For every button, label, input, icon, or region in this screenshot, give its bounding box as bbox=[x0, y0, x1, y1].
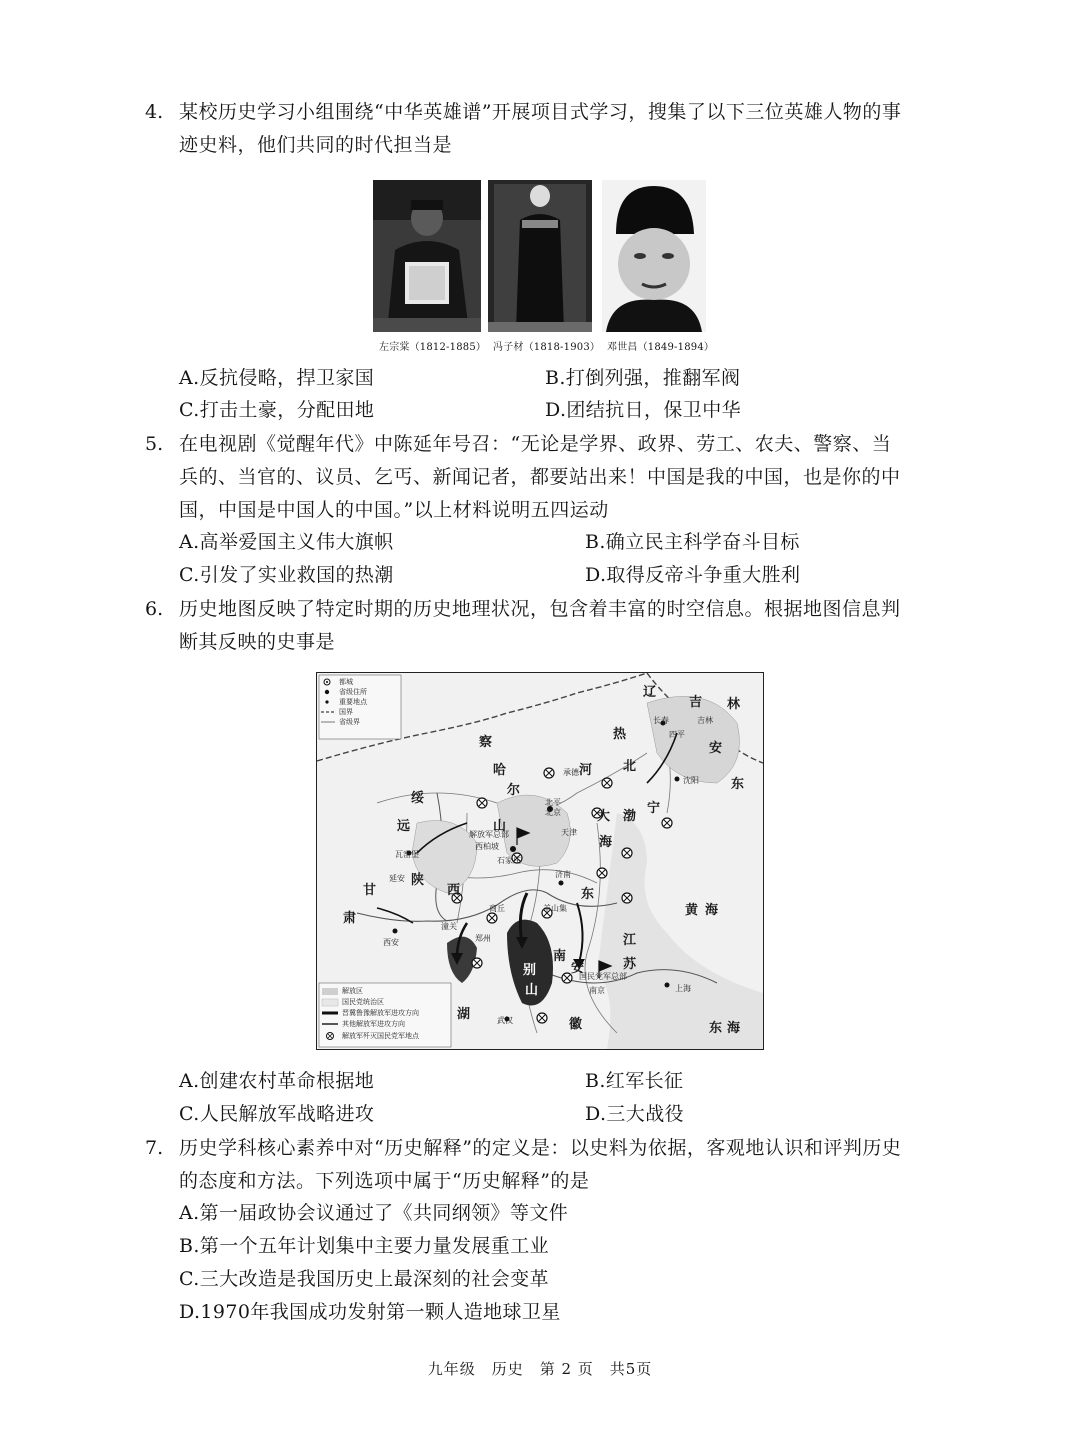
question-stem: 在电视剧《觉醒年代》中陈延年号召：“无论是学界、政界、劳工、农夫、警察、当兵的、当官的、议员、乞丐、新闻记者，都要站出来！中国是我的中国，也是你的中国，中国是中国人的中国。”以上材料说明五四运动 bbox=[179, 433, 901, 521]
map-region-label: 西 bbox=[447, 883, 461, 898]
q6-option-c[interactable]: C.人民解放军战略进攻 bbox=[179, 1103, 375, 1125]
map-place-label: 武汉 bbox=[497, 1016, 513, 1025]
map-region-label: 南 bbox=[553, 949, 567, 964]
map-place-label: 北平 bbox=[545, 798, 561, 807]
map-region-label: 远 bbox=[397, 819, 411, 834]
legend-liberated-area: 解放区 bbox=[342, 987, 363, 995]
q4-option-d[interactable]: D.团结抗日，保卫中华 bbox=[545, 399, 741, 421]
legend-kmt-area: 国民党统治区 bbox=[342, 998, 384, 1006]
photo-caption-1: 左宗棠（1812-1885） bbox=[379, 342, 487, 353]
q7-option-b[interactable]: B.第一个五年计划集中主要力量发展重工业 bbox=[179, 1235, 550, 1257]
map-region-label: 安 bbox=[571, 961, 585, 976]
photo-caption-2: 冯子材（1818-1903） bbox=[493, 342, 601, 353]
map-region-label: 哈 bbox=[493, 763, 507, 778]
map-region-label: 尔 bbox=[507, 783, 521, 798]
map-region-label: 湖 bbox=[457, 1007, 471, 1022]
question-stem: 历史学科核心素养中对“历史解释”的定义是：以史料为依据，客观地认识和评判历史的态度和方法。下列选项中属于“历史解释”的是 bbox=[179, 1137, 902, 1192]
map-region-label: 东 bbox=[709, 1021, 723, 1036]
map-region-label: 渤 bbox=[623, 809, 637, 824]
map-place-label: 羊山集 bbox=[543, 904, 567, 913]
map-place-label: 上海 bbox=[675, 984, 691, 993]
map-region-label: 山 bbox=[525, 983, 539, 998]
q6-option-d[interactable]: D.三大战役 bbox=[585, 1103, 684, 1125]
q4-option-b[interactable]: B.打倒列强，推翻军阀 bbox=[545, 367, 741, 389]
question-stem: 历史地图反映了特定时期的历史地理状况，包含着丰富的时空信息。根据地图信息判断其反映的史事是 bbox=[179, 598, 901, 653]
map-place-label: 西柏坡 bbox=[475, 842, 499, 851]
map-region-label: 吉 bbox=[689, 695, 703, 710]
question-number: 6. bbox=[145, 598, 164, 620]
map-place-label: 沈阳 bbox=[683, 776, 699, 785]
legend-battle-site: 解放军歼灭国民党军地点 bbox=[342, 1032, 419, 1040]
q7-option-d[interactable]: D.1970年我国成功发射第一颗人造地球卫星 bbox=[179, 1301, 561, 1323]
map-place-label: 四平 bbox=[669, 730, 685, 739]
map-place-label: 西安 bbox=[383, 938, 399, 947]
legend-important-site: 重要地点 bbox=[339, 698, 367, 706]
map-region-label: 甘 bbox=[363, 883, 377, 898]
map-place-label: 济南 bbox=[555, 870, 571, 879]
legend-main-attack: 晋冀鲁豫解放军进攻方向 bbox=[342, 1009, 419, 1017]
question-7 bbox=[145, 1132, 905, 1198]
q5-option-b[interactable]: B.确立民主科学奋斗目标 bbox=[585, 531, 800, 553]
question-number: 7. bbox=[145, 1137, 164, 1159]
map-region-label: 林 bbox=[727, 697, 741, 712]
question-6 bbox=[145, 593, 905, 659]
map-region-label: 东 bbox=[581, 887, 595, 902]
legend-provincial-border: 省级界 bbox=[339, 718, 360, 726]
question-stem: 某校历史学习小组围绕“中华英雄谱”开展项目式学习，搜集了以下三位英雄人物的事迹史料，他们共同的时代担当是 bbox=[179, 101, 902, 156]
map-region-label: 苏 bbox=[623, 957, 637, 972]
photo-caption-3: 邓世昌（1849-1894） bbox=[607, 342, 715, 353]
page-footer: 九年级 历史 第 2 页 共5页 bbox=[427, 1360, 653, 1378]
q4-option-a[interactable]: A.反抗侵略，捍卫家国 bbox=[179, 367, 375, 389]
map-place-label: 石家庄 bbox=[497, 856, 521, 865]
map-region-label: 海 bbox=[727, 1021, 741, 1036]
q5-option-a[interactable]: A.高举爱国主义伟大旗帜 bbox=[179, 531, 394, 553]
map-region-label: 江 bbox=[623, 933, 637, 948]
q7-option-c[interactable]: C.三大改造是我国历史上最深刻的社会变革 bbox=[179, 1268, 549, 1290]
map-place-label: 天津 bbox=[561, 828, 577, 837]
map-graphics bbox=[317, 673, 763, 1049]
legend-national-border: 国界 bbox=[339, 708, 353, 716]
map-place-label: 解放军总部 bbox=[469, 830, 509, 839]
map-region-label: 大 bbox=[597, 809, 611, 824]
question-4 bbox=[145, 96, 905, 162]
map-place-label: 长春 bbox=[653, 716, 669, 725]
legend-capital: 都城 bbox=[339, 678, 353, 686]
question-number: 5. bbox=[145, 433, 164, 455]
portrait-photo-feng-zicai bbox=[488, 180, 592, 332]
map-region-label: 海 bbox=[705, 903, 719, 918]
historical-map bbox=[316, 672, 764, 1050]
map-region-label: 绥 bbox=[411, 791, 425, 806]
map-region-label: 肃 bbox=[343, 911, 357, 926]
question-5 bbox=[145, 428, 905, 527]
map-place-label: 郑州 bbox=[475, 934, 491, 943]
map-place-label: 承德 bbox=[563, 768, 579, 777]
map-region-label: 山 bbox=[493, 819, 507, 834]
map-region-label: 辽 bbox=[643, 685, 657, 700]
q6-option-b[interactable]: B.红军长征 bbox=[585, 1070, 684, 1092]
map-region-label: 别 bbox=[523, 963, 537, 978]
map-place-label: 吉林 bbox=[697, 716, 713, 725]
map-region-label: 徽 bbox=[569, 1017, 583, 1032]
map-place-label: 北京 bbox=[545, 808, 561, 817]
map-region-label: 宁 bbox=[647, 801, 661, 816]
q4-option-c[interactable]: C.打击土豪，分配田地 bbox=[179, 399, 375, 421]
legend-provincial-seat: 省级住所 bbox=[339, 688, 367, 696]
map-region-label: 河 bbox=[579, 763, 593, 778]
map-region-label: 安 bbox=[709, 741, 723, 756]
question-number: 4. bbox=[145, 101, 164, 123]
legend-other-attack: 其他解放军进攻方向 bbox=[342, 1020, 405, 1028]
q6-option-a[interactable]: A.创建农村革命根据地 bbox=[179, 1070, 375, 1092]
map-region-label: 东 bbox=[731, 777, 745, 792]
map-place-label: 国民党军总部 bbox=[579, 972, 627, 981]
q7-option-a[interactable]: A.第一届政协会议通过了《共同纲领》等文件 bbox=[179, 1202, 569, 1224]
q5-option-c[interactable]: C.引发了实业救国的热潮 bbox=[179, 564, 394, 586]
map-region-label: 黄 bbox=[685, 903, 699, 918]
map-region-label: 察 bbox=[479, 735, 493, 750]
map-place-label: 延安 bbox=[389, 874, 405, 883]
map-region-label: 热 bbox=[613, 727, 627, 742]
map-place-label: 商丘 bbox=[489, 904, 505, 913]
map-region-label: 北 bbox=[623, 759, 637, 774]
portrait-photo-zuo-zongtang bbox=[373, 180, 481, 332]
map-place-label: 南京 bbox=[589, 986, 605, 995]
map-place-label: 瓦窑堡 bbox=[395, 850, 419, 859]
portrait-photo-deng-shichang bbox=[602, 180, 706, 332]
q5-option-d[interactable]: D.取得反帝斗争重大胜利 bbox=[585, 564, 801, 586]
map-place-label: 潼关 bbox=[441, 922, 457, 931]
map-region-label: 海 bbox=[599, 835, 613, 850]
map-region-label: 陕 bbox=[411, 873, 425, 888]
